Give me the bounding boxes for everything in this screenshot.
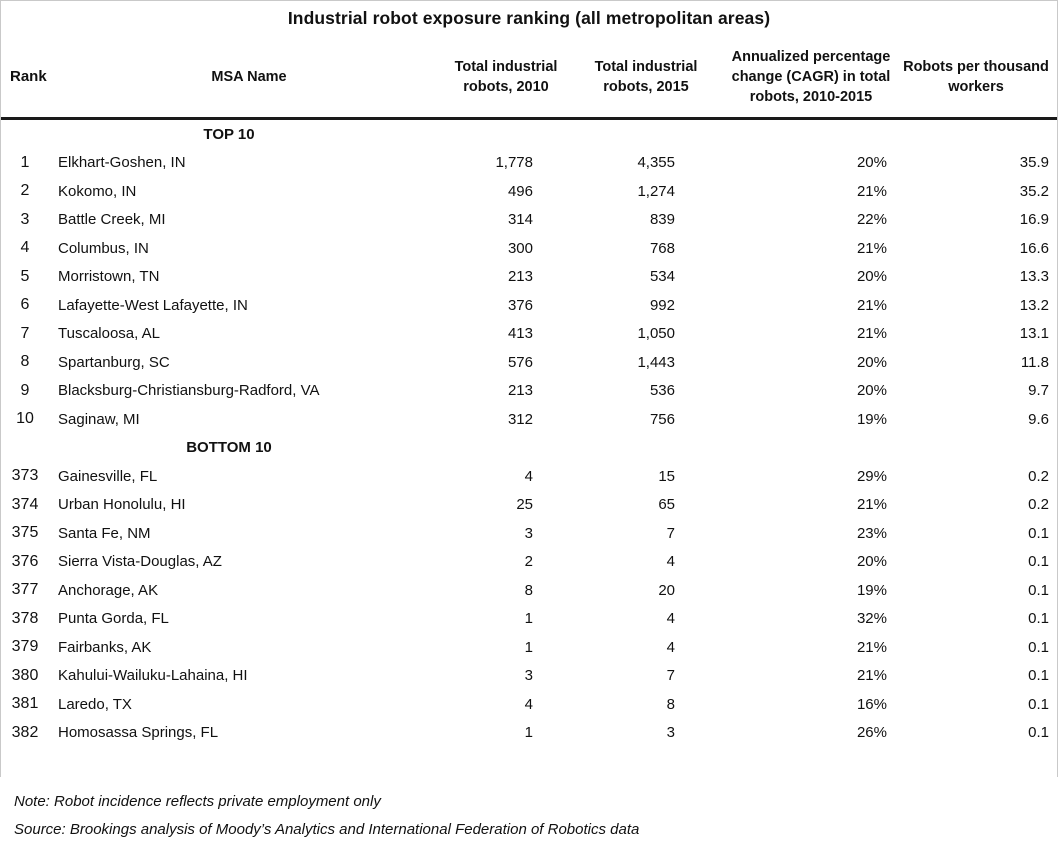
- table-row: [1, 348, 1057, 377]
- cell-cagr: 19%: [856, 410, 887, 428]
- cell-rank: 380: [11, 666, 39, 684]
- cell-msa-name: Spartanburg, SC: [58, 353, 170, 371]
- cell-robots-2015: 15: [658, 467, 675, 485]
- cell-robots-2010: 413: [507, 325, 533, 343]
- cell-msa-name: Saginaw, MI: [58, 410, 140, 428]
- table-row: [1, 263, 1057, 292]
- cell-robots-2010: 4: [524, 695, 533, 713]
- header-line: change (CAGR) in total: [731, 69, 891, 85]
- cell-cagr: 21%: [856, 296, 887, 314]
- table-row: [1, 377, 1057, 406]
- cell-robots-per-thousand: 16.9: [1019, 211, 1049, 229]
- cell-robots-2015: 7: [666, 667, 675, 685]
- cell-rank: 378: [11, 609, 39, 627]
- table-body: [1, 120, 1057, 747]
- cell-robots-2010: 3: [524, 524, 533, 542]
- table-row: [1, 690, 1057, 719]
- cell-robots-2015: 4,355: [637, 154, 675, 172]
- cell-rank: 7: [20, 324, 30, 342]
- cell-robots-2015: 4: [666, 610, 675, 628]
- header-line: Annualized percentage: [731, 49, 891, 65]
- cell-robots-2015: 534: [649, 268, 675, 286]
- cell-rank: 379: [11, 638, 39, 656]
- cell-robots-2015: 536: [649, 382, 675, 400]
- cell-rank: 4: [20, 239, 30, 257]
- cell-msa-name: Kokomo, IN: [58, 182, 137, 200]
- table-row: [1, 548, 1057, 577]
- cell-robots-2015: 756: [649, 410, 675, 428]
- cell-robots-2015: 3: [666, 724, 675, 742]
- cell-msa-name: Santa Fe, NM: [58, 524, 151, 542]
- cell-robots-per-thousand: 0.2: [1028, 496, 1049, 514]
- cell-robots-2010: 213: [507, 268, 533, 286]
- table-row: [1, 177, 1057, 206]
- cell-robots-2010: 1: [524, 610, 533, 628]
- cell-robots-2015: 1,050: [637, 325, 675, 343]
- cell-cagr: 21%: [856, 496, 887, 514]
- cell-rank: 2: [20, 182, 30, 200]
- cell-msa-name: Battle Creek, MI: [58, 211, 166, 229]
- table-row: [1, 662, 1057, 691]
- table-row: [1, 320, 1057, 349]
- header-line: robots, 2015: [603, 79, 689, 95]
- cell-robots-2015: 768: [649, 239, 675, 257]
- footnotes: [14, 788, 639, 842]
- header-line: Total industrial: [454, 59, 558, 75]
- cell-msa-name: Fairbanks, AK: [58, 638, 152, 656]
- table-row: [1, 462, 1057, 491]
- cell-robots-2015: 1,443: [637, 353, 675, 371]
- cell-robots-per-thousand: 11.8: [1020, 353, 1049, 371]
- section-header-row: [1, 120, 1057, 149]
- cell-msa-name: Columbus, IN: [58, 239, 149, 257]
- table-row: [1, 206, 1057, 235]
- cell-cagr: 20%: [856, 553, 887, 571]
- cell-msa-name: Tuscaloosa, AL: [58, 325, 161, 343]
- cell-cagr: 22%: [856, 211, 887, 229]
- cell-cagr: 23%: [856, 524, 887, 542]
- cell-msa-name: Sierra Vista-Douglas, AZ: [58, 553, 222, 571]
- header-line: Total industrial: [594, 59, 698, 75]
- cell-msa-name: Homosassa Springs, FL: [58, 724, 219, 742]
- cell-robots-per-thousand: 9.7: [1028, 382, 1049, 400]
- section-header-row: [1, 434, 1057, 463]
- cell-cagr: 32%: [856, 610, 887, 628]
- cell-robots-2010: 376: [507, 296, 533, 314]
- cell-robots-per-thousand: 35.2: [1019, 182, 1049, 200]
- cell-robots-2015: 8: [666, 695, 675, 713]
- section-label: TOP 10: [203, 125, 255, 143]
- cell-rank: 6: [20, 296, 30, 314]
- cell-robots-per-thousand: 13.3: [1019, 268, 1049, 286]
- cell-msa-name: Laredo, TX: [58, 695, 132, 713]
- column-header-robots-2010: [427, 57, 585, 97]
- table-header-row: [1, 41, 1057, 113]
- cell-robots-per-thousand: 0.1: [1028, 695, 1049, 713]
- cell-robots-2010: 496: [507, 182, 533, 200]
- cell-cagr: 20%: [856, 154, 887, 172]
- cell-rank: 382: [11, 723, 39, 741]
- cell-robots-2015: 4: [666, 638, 675, 656]
- cell-robots-per-thousand: 16.6: [1019, 239, 1049, 257]
- cell-msa-name: Anchorage, AK: [58, 581, 159, 599]
- header-line: robots, 2010-2015: [749, 89, 873, 105]
- cell-robots-2015: 992: [649, 296, 675, 314]
- cell-robots-2015: 20: [658, 581, 675, 599]
- table-row: [1, 149, 1057, 178]
- cell-cagr: 21%: [856, 667, 887, 685]
- source-line: Source: Brookings analysis of Moody’s Analytics and International Federation of Robotics data: [14, 820, 640, 838]
- cell-msa-name: Punta Gorda, FL: [58, 610, 169, 628]
- table-row: [1, 519, 1057, 548]
- cell-robots-per-thousand: 0.1: [1028, 610, 1049, 628]
- cell-cagr: 29%: [856, 467, 887, 485]
- cell-msa-name: Elkhart-Goshen, IN: [58, 154, 186, 172]
- cell-msa-name: Gainesville, FL: [58, 467, 158, 485]
- cell-rank: 373: [11, 467, 39, 485]
- cell-robots-per-thousand: 0.1: [1028, 638, 1049, 656]
- cell-robots-2015: 839: [649, 211, 675, 229]
- cell-robots-2010: 1: [524, 638, 533, 656]
- cell-cagr: 21%: [856, 239, 887, 257]
- cell-robots-2010: 1: [524, 724, 533, 742]
- cell-robots-2010: 8: [524, 581, 533, 599]
- cell-cagr: 21%: [856, 182, 887, 200]
- cell-robots-2010: 25: [516, 496, 533, 514]
- cell-rank: 10: [16, 410, 34, 428]
- cell-rank: 377: [11, 581, 39, 599]
- cell-robots-2015: 7: [666, 524, 675, 542]
- cell-rank: 8: [20, 353, 30, 371]
- cell-robots-per-thousand: 9.6: [1028, 410, 1049, 428]
- cell-rank: 376: [11, 552, 39, 570]
- section-label: BOTTOM 10: [186, 439, 272, 457]
- cell-robots-2010: 2: [524, 553, 533, 571]
- table-row: [1, 491, 1057, 520]
- cell-robots-2015: 65: [658, 496, 675, 514]
- cell-robots-2010: 576: [507, 353, 533, 371]
- column-header-msa-name: MSA Name: [211, 69, 287, 85]
- cell-cagr: 20%: [856, 382, 887, 400]
- cell-rank: 375: [11, 524, 39, 542]
- header-line: robots, 2010: [463, 79, 549, 95]
- cell-rank: 9: [20, 381, 30, 399]
- table-row: [1, 234, 1057, 263]
- cell-msa-name: Morristown, TN: [58, 268, 160, 286]
- cell-msa-name: Kahului-Wailuku-Lahaina, HI: [58, 667, 248, 685]
- cell-robots-2010: 312: [507, 410, 533, 428]
- header-line: Robots per thousand: [903, 59, 1049, 75]
- cell-robots-per-thousand: 0.1: [1028, 667, 1049, 685]
- cell-robots-per-thousand: 35.9: [1019, 154, 1049, 172]
- cell-msa-name: Urban Honolulu, HI: [58, 496, 186, 514]
- table-title: Industrial robot exposure ranking (all metropolitan areas): [287, 8, 771, 28]
- table-row: [1, 605, 1057, 634]
- cell-cagr: 16%: [856, 695, 887, 713]
- cell-cagr: 21%: [856, 638, 887, 656]
- cell-robots-2010: 1,778: [495, 154, 533, 172]
- cell-robots-per-thousand: 0.1: [1028, 524, 1049, 542]
- cell-msa-name: Lafayette-West Lafayette, IN: [58, 296, 248, 314]
- column-header-robots-2015: [575, 57, 717, 97]
- cell-robots-2015: 1,274: [637, 182, 675, 200]
- cell-robots-2010: 300: [507, 239, 533, 257]
- cell-cagr: 20%: [856, 353, 887, 371]
- cell-robots-2010: 3: [524, 667, 533, 685]
- cell-robots-per-thousand: 13.2: [1019, 296, 1049, 314]
- cell-robots-2010: 213: [507, 382, 533, 400]
- cell-cagr: 26%: [856, 724, 887, 742]
- cell-rank: 3: [20, 210, 30, 228]
- cell-rank: 381: [11, 695, 39, 713]
- cell-robots-per-thousand: 0.1: [1028, 581, 1049, 599]
- table-row: [1, 719, 1057, 748]
- column-header-rank: Rank: [10, 68, 47, 85]
- cell-robots-per-thousand: 0.2: [1028, 467, 1049, 485]
- column-header-cagr: [705, 47, 917, 107]
- cell-robots-per-thousand: 13.1: [1019, 325, 1049, 343]
- cell-robots-2015: 4: [666, 553, 675, 571]
- cell-rank: 5: [20, 267, 30, 285]
- cell-msa-name: Blacksburg-Christiansburg-Radford, VA: [58, 382, 320, 400]
- cell-robots-2010: 314: [507, 211, 533, 229]
- table-row: [1, 576, 1057, 605]
- cell-cagr: 21%: [856, 325, 887, 343]
- cell-rank: 1: [20, 153, 30, 171]
- header-line: workers: [948, 79, 1004, 95]
- cell-robots-2010: 4: [524, 467, 533, 485]
- cell-robots-per-thousand: 0.1: [1028, 553, 1049, 571]
- note-line: Note: Robot incidence reflects private employment only: [14, 793, 381, 810]
- cell-rank: 374: [11, 495, 39, 513]
- cell-cagr: 20%: [856, 268, 887, 286]
- cell-robots-per-thousand: 0.1: [1028, 724, 1049, 742]
- cell-cagr: 19%: [856, 581, 887, 599]
- table-row: [1, 405, 1057, 434]
- table-row: [1, 291, 1057, 320]
- table-row: [1, 633, 1057, 662]
- column-header-robots-per-thousand: [895, 57, 1057, 97]
